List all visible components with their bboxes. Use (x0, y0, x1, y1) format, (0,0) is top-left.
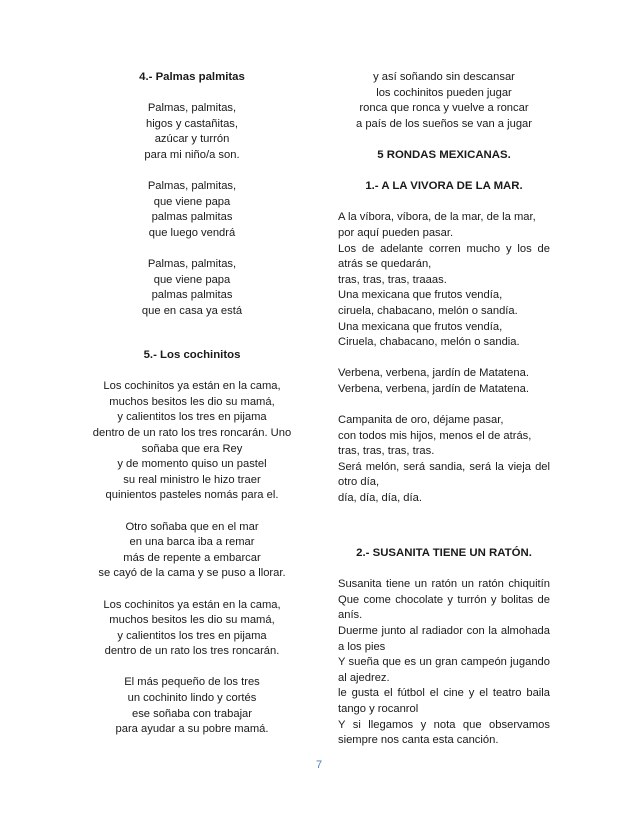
verse-line: anís. (338, 609, 363, 622)
verse-line: para mi niño/a son. (144, 148, 240, 161)
verse-line: azúcar y turrón (154, 133, 230, 146)
verse-line: Los de adelante corren mucho y los de (338, 242, 550, 255)
cochinitos-title: 5.- Los cochinitos (143, 349, 241, 361)
verse-line: en una barca iba a remar (129, 536, 255, 549)
verse-line: Los cochinitos ya están en la cama, (103, 380, 281, 393)
verse-line: y calientitos los tres en pijama (117, 411, 267, 424)
verse-line: higos y castañitas, (145, 117, 239, 130)
palmas-stanza (84, 179, 300, 241)
left-column (84, 70, 300, 320)
verse-line: Y sueña que es un gran campeón jugando (338, 656, 550, 669)
cochinitos-stanza (84, 598, 300, 660)
verse-line: que en casa ya está (141, 304, 243, 317)
verse-line: ciruela, chabacano, melón o sandía. (338, 304, 518, 317)
verse-line: muchos besitos les dio su mamá, (109, 614, 275, 627)
verse-line: los cochinitos pueden jugar (376, 86, 512, 99)
verse-line: que viene papa (153, 195, 231, 208)
verse-line: su real ministro le hizo traer (123, 473, 261, 486)
verse-line: El más pequeño de los tres (124, 676, 260, 689)
verse-line: tras, tras, tras, tras. (338, 445, 435, 458)
verse-line: atrás se quedarán, (338, 258, 432, 271)
verse-line: tras, tras, tras, traaas. (338, 273, 447, 286)
page-number: 7 (315, 759, 323, 771)
verse-line: Palmas, palmitas, (147, 180, 237, 193)
palmas-stanza (84, 257, 300, 319)
verse-line: quinientos pasteles nomás para el. (105, 489, 279, 502)
palmas-title: 4.- Palmas palmitas (139, 71, 245, 83)
verse-line: ese soñaba con trabajar (131, 707, 253, 720)
right-column (338, 70, 550, 507)
verse-line: que luego vendrá (148, 226, 236, 239)
verse-line: Ciruela, chabacano, melón o sandia. (338, 336, 520, 349)
verse-line: al ajedrez. (338, 671, 390, 684)
right-column-susanita (338, 546, 550, 749)
verse-line: Duerme junto al radiador con la almohada (338, 624, 550, 637)
left-column-cochinitos (84, 348, 300, 738)
verse-line: dentro de un rato los tres roncarán. Uno (92, 426, 292, 439)
verse-line: Y si llegamos y nota que observamos (338, 718, 550, 731)
verse-line: por aquí pueden pasar. (338, 226, 454, 239)
verse-line: Palmas, palmitas, (147, 258, 237, 271)
verse-line: dentro de un rato los tres roncarán. (104, 645, 280, 658)
verse-line: y así soñando sin descansar (373, 71, 515, 83)
verse-line: Palmas, palmitas, (147, 102, 237, 115)
verse-line: se cayó de la cama y se puso a llorar. (98, 567, 286, 580)
verse-line: le gusta el fútbol el cine y el teatro baila (338, 687, 550, 700)
verse-line: con todos mis hijos, menos el de atrás, (338, 429, 532, 442)
verse-line: ronca que ronca y vuelve a roncar (359, 102, 529, 115)
verse-line: tango y rocanrol (338, 702, 419, 715)
verse-line: Que come chocolate y turrón y bolitas de (338, 593, 550, 606)
verse-line: y de momento quiso un pastel (117, 458, 267, 471)
vibora-title: 1.- A LA VIVORA DE LA MAR. (365, 180, 523, 193)
verse-line: Otro soñaba que en el mar (125, 520, 259, 533)
verse-line: que viene papa (153, 273, 231, 286)
susanita-title: 2.- SUSANITA TIENE UN RATÓN. (356, 547, 532, 559)
susanita-stanza (338, 577, 550, 749)
verse-line: a país de los sueños se van a jugar (355, 117, 532, 130)
verse-line: Una mexicana que frutos vendía, (338, 320, 503, 333)
verse-line: y calientitos los tres en pijama (117, 629, 267, 642)
verse-line: Verbena, verbena, jardín de Matatena. (338, 382, 529, 395)
verse-line: palmas palmitas (151, 211, 233, 224)
verse-line: muchos besitos les dio su mamá, (109, 395, 275, 408)
cochinitos-stanza (84, 675, 300, 737)
verse-line: Los cochinitos ya están en la cama, (103, 598, 281, 611)
verse-line: Susanita tiene un ratón un ratón chiquitín (338, 578, 550, 591)
verse-line: día, día, día, día. (338, 492, 422, 505)
cochinitos-continuation (338, 70, 550, 132)
vibora-stanza (338, 413, 550, 507)
vibora-stanza (338, 366, 550, 397)
verse-line: a los pies (338, 640, 386, 653)
vibora-stanza (338, 210, 550, 350)
verse-line: más de repente a embarcar (123, 551, 261, 564)
cochinitos-stanza (84, 520, 300, 582)
verse-line: soñaba que era Rey (141, 442, 243, 455)
palmas-stanza (84, 101, 300, 163)
verse-line: otro día, (338, 476, 380, 489)
verse-line: Será melón, será sandia, será la vieja del (338, 460, 550, 473)
verse-line: A la víbora, víbora, de la mar, de la mar, (338, 211, 536, 224)
verse-line: un cochinito lindo y cortés (127, 692, 257, 705)
verse-line: Campanita de oro, déjame pasar, (338, 414, 504, 427)
verse-line: Una mexicana que frutos vendía, (338, 289, 503, 302)
cochinitos-stanza (84, 379, 300, 504)
verse-line: siempre nos canta esta canción. (338, 734, 499, 747)
verse-line: Verbena, verbena, jardín de Matatena. (338, 367, 529, 380)
verse-line: para ayudar a su pobre mamá. (115, 723, 269, 736)
verse-line: palmas palmitas (151, 289, 233, 302)
rondas-title: 5 RONDAS MEXICANAS. (377, 148, 511, 161)
